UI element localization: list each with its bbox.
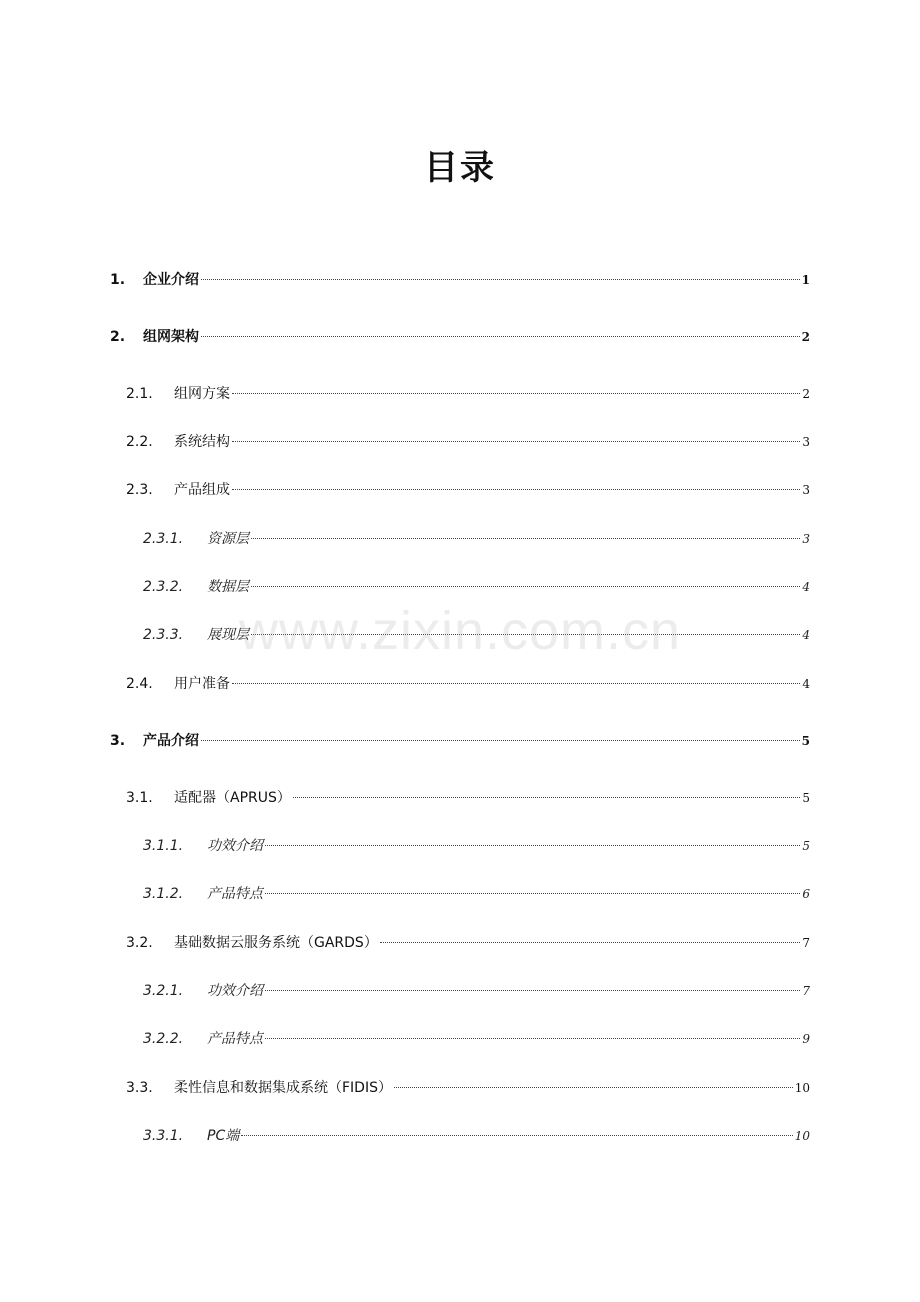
toc-text: 资源层	[207, 531, 249, 547]
toc-entry[interactable]	[126, 1077, 810, 1097]
toc-number: 2.3.	[126, 482, 153, 498]
toc-text: 产品介绍	[143, 733, 199, 749]
toc-page-number: 4	[802, 628, 810, 642]
toc-entry[interactable]	[110, 269, 810, 289]
toc-number: 3.	[110, 733, 126, 749]
toc-entry[interactable]	[143, 835, 810, 855]
toc-number: 3.1.	[126, 790, 153, 806]
dot-leader	[201, 279, 800, 280]
toc-page-number: 2	[801, 330, 810, 344]
toc-number: 3.2.	[126, 935, 153, 951]
toc-page-number: 4	[802, 580, 810, 594]
toc-page-number: 7	[802, 984, 810, 998]
toc-text: 用户准备	[174, 676, 230, 692]
toc-text: 组网架构	[143, 329, 199, 345]
toc-number: 3.1.1.	[143, 838, 184, 854]
toc-text: 企业介绍	[143, 272, 199, 288]
toc-text: PC端	[207, 1128, 240, 1144]
toc-entry[interactable]	[126, 932, 810, 952]
toc-entry[interactable]	[110, 326, 810, 346]
toc-number: 3.3.	[126, 1080, 153, 1096]
toc-entry[interactable]	[126, 787, 810, 807]
toc-number: 2.3.3.	[143, 627, 184, 643]
toc-text: 功效介绍	[207, 983, 263, 999]
toc-page-number: 1	[801, 273, 810, 287]
toc-page-number: 2	[802, 387, 810, 401]
toc-number: 2.3.1.	[143, 531, 184, 547]
toc-page-number: 4	[802, 677, 810, 691]
toc-number: 3.3.1.	[143, 1128, 184, 1144]
dot-leader	[241, 1135, 793, 1136]
toc-text: 系统结构	[174, 434, 230, 450]
toc-text: 数据层	[207, 579, 249, 595]
toc-number: 2.3.2.	[143, 579, 184, 595]
toc-page-number: 5	[802, 791, 810, 805]
page-title: 目录	[424, 148, 496, 188]
toc-number: 2.4.	[126, 676, 153, 692]
toc-page-number: 6	[802, 887, 810, 901]
toc-entry[interactable]	[143, 576, 810, 596]
toc-entry[interactable]	[126, 431, 810, 451]
dot-leader	[394, 1087, 793, 1088]
toc-page-number: 9	[802, 1032, 810, 1046]
toc-page-number: 3	[802, 435, 810, 449]
watermark: www.zixin.com.cn	[238, 601, 682, 661]
toc-page-number: 5	[802, 839, 810, 853]
toc-text: 产品组成	[174, 482, 230, 498]
dot-leader	[232, 489, 800, 490]
dot-leader	[251, 634, 800, 635]
dot-leader	[265, 1038, 800, 1039]
toc-page-number: 10	[794, 1129, 810, 1143]
dot-leader	[201, 740, 800, 741]
toc-number: 3.1.2.	[143, 886, 184, 902]
toc-entry[interactable]	[126, 673, 810, 693]
toc-entry[interactable]	[143, 980, 810, 1000]
dot-leader	[201, 336, 800, 337]
toc-text: 功效介绍	[207, 838, 263, 854]
toc-entry[interactable]	[143, 883, 810, 903]
toc-number: 3.2.1.	[143, 983, 184, 999]
dot-leader	[251, 586, 800, 587]
dot-leader	[265, 893, 800, 894]
dot-leader	[380, 942, 801, 943]
toc-number: 2.	[110, 329, 126, 345]
toc-page-number: 7	[802, 936, 810, 950]
dot-leader	[293, 797, 800, 798]
dot-leader	[265, 845, 800, 846]
dot-leader	[251, 538, 800, 539]
toc-entry[interactable]	[143, 624, 810, 644]
toc-entry[interactable]	[126, 479, 810, 499]
toc-number: 2.2.	[126, 434, 153, 450]
toc-text: 产品特点	[207, 1031, 263, 1047]
dot-leader	[232, 441, 800, 442]
toc-text: 产品特点	[207, 886, 263, 902]
dot-leader	[265, 990, 800, 991]
toc-entry[interactable]	[143, 1125, 810, 1145]
toc-entry[interactable]	[143, 1028, 810, 1048]
dot-leader	[232, 683, 800, 684]
toc-page-number: 10	[794, 1081, 810, 1095]
toc-page-number: 5	[801, 734, 810, 748]
toc-number: 1.	[110, 272, 126, 288]
toc-number: 3.2.2.	[143, 1031, 184, 1047]
toc-text: 组网方案	[174, 386, 230, 402]
toc-entry[interactable]	[143, 528, 810, 548]
dot-leader	[232, 393, 800, 394]
toc-number: 2.1.	[126, 386, 153, 402]
toc-text: 展现层	[207, 627, 249, 643]
toc-text: 柔性信息和数据集成系统（FIDIS）	[174, 1080, 392, 1096]
toc-page-number: 3	[802, 483, 810, 497]
toc-page-number: 3	[802, 532, 810, 546]
toc-text: 基础数据云服务系统（GARDS）	[174, 935, 378, 951]
toc-entry[interactable]	[110, 730, 810, 750]
toc-text: 适配器（APRUS）	[174, 790, 291, 806]
toc-entry[interactable]	[126, 383, 810, 403]
